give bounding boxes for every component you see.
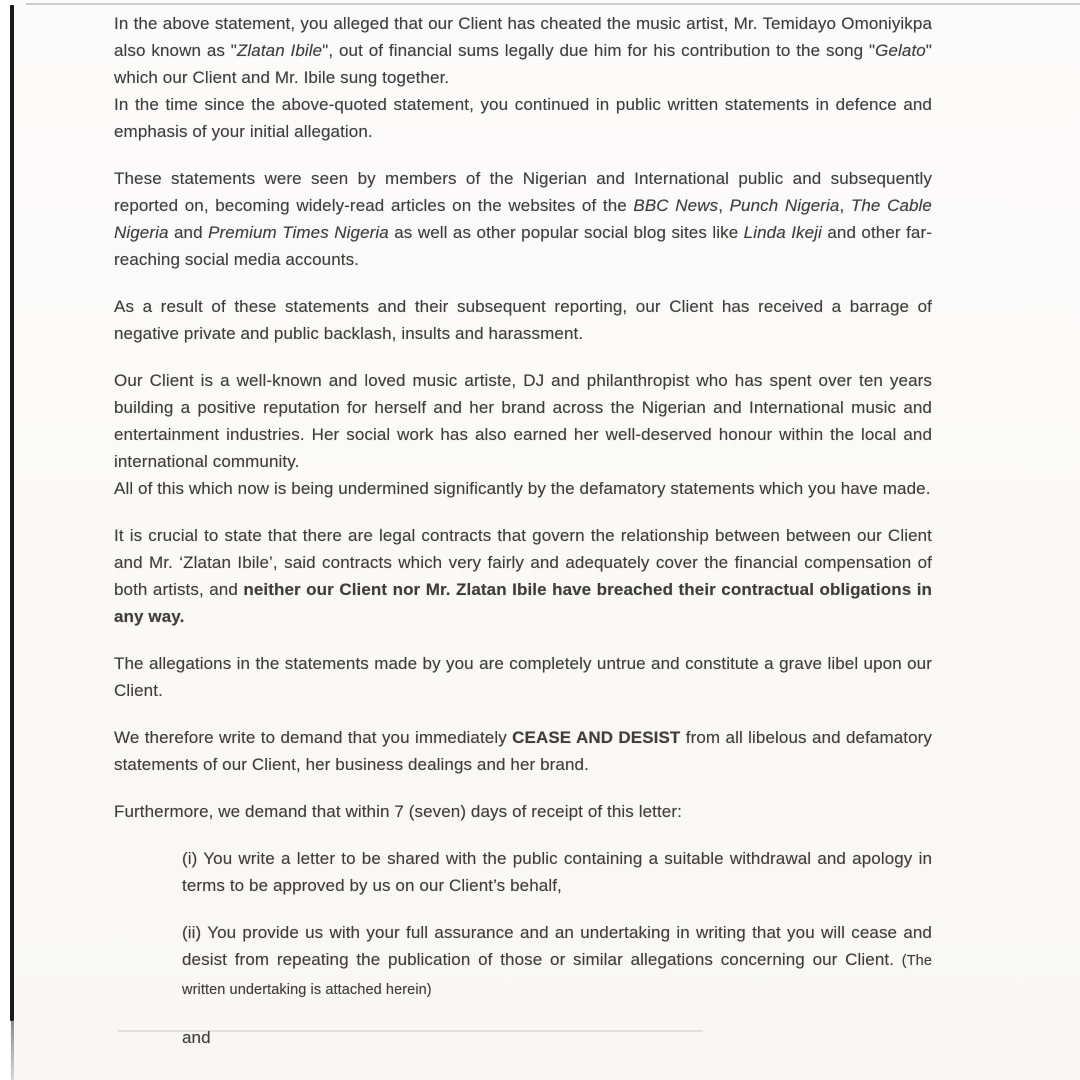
text-run-normal: and xyxy=(182,1028,211,1047)
text-run-normal: " which our Client and Mr. Ibile sung together. xyxy=(114,41,932,87)
text-run-bold: CEASE AND DESIST xyxy=(512,728,681,747)
text-run-normal: , xyxy=(718,196,730,215)
text-run-italic: Punch Nigeria xyxy=(729,196,840,215)
text-run-normal: as well as other popular social blog sites like xyxy=(388,223,744,242)
text-run-italic: The Cable Nigeria xyxy=(114,196,932,242)
text-run-italic: Linda Ikeji xyxy=(743,223,822,242)
text-run-normal: We therefore write to demand that you immediately xyxy=(114,728,513,747)
paragraph-1 xyxy=(114,10,932,91)
paragraph-10 xyxy=(114,798,932,825)
text-run-normal: All of this which now is being undermined significantly by the defamatory statements which you have made. xyxy=(114,479,931,498)
paragraph-9 xyxy=(114,724,932,778)
text-run-bold: neither our Client nor Mr. Zlatan Ibile have breached their contractual obligations in any way. xyxy=(114,580,933,626)
page-left-border-line xyxy=(10,5,14,1021)
letter-body xyxy=(114,10,932,1051)
text-run-normal: As a result of these statements and their subsequent reporting, our Client has received a barrage of negative private and public backlash, insults and harassment. xyxy=(114,297,932,343)
paragraph-4 xyxy=(114,293,932,347)
text-run-normal: and other far-reaching social media accounts. xyxy=(114,223,932,269)
text-run-normal: from all libelous and defamatory statements of our Client, her business dealings and her brand. xyxy=(114,728,933,774)
text-run-normal: (i) You write a letter to be shared with the public containing a suitable withdrawal and apology in terms to be approved by us on our Client’s behalf, xyxy=(182,849,932,895)
page-left-border-fade xyxy=(11,1021,14,1080)
paragraph-8 xyxy=(114,650,932,704)
text-run-normal: and xyxy=(168,223,209,242)
text-run-normal: These statements were seen by members of the Nigerian and International public and subsequently reported on, becoming widely-read articles on the websites of the xyxy=(114,169,932,215)
text-run-normal: , xyxy=(839,196,851,215)
text-run-italic: Zlatan Ibile xyxy=(236,41,323,60)
text-run-normal: ", out of financial sums legally due him for his contribution to the song " xyxy=(322,41,876,60)
paragraph-5 xyxy=(114,367,932,475)
paragraph-12 xyxy=(182,919,932,1004)
paragraph-13 xyxy=(182,1024,932,1051)
text-run-normal: It is crucial to state that there are legal contracts that govern the relationship between between our Client and Mr. ‘Zlatan Ibile’, said contracts which very fairly and adequately cover the financial compensation of both artists, and xyxy=(114,526,932,599)
paragraph-3 xyxy=(114,165,932,273)
text-run-italic: Gelato xyxy=(875,41,926,60)
paragraph-11 xyxy=(182,845,932,899)
text-run-small: (The written undertaking is attached herein) xyxy=(182,953,932,998)
paragraph-2 xyxy=(114,91,932,145)
text-run-normal: In the time since the above-quoted statement, you continued in public written statements in defence and emphasis of your initial allegation. xyxy=(114,95,932,141)
text-run-normal: The allegations in the statements made by you are completely untrue and constitute a grave libel upon our Client. xyxy=(114,654,932,700)
text-run-italic: BBC News xyxy=(633,196,719,215)
text-run-normal: In the above statement, you alleged that our Client has cheated the music artist, Mr. Temidayo Omoniyikpa also known as " xyxy=(114,14,932,60)
text-run-normal: (ii) You provide us with your full assurance and an undertaking in writing that you will cease and desist from repeating the publication of those or similar allegations concerning our Client. xyxy=(182,923,932,969)
scan-left-margin-strip xyxy=(0,0,10,1080)
page-top-edge-line xyxy=(26,3,1080,5)
text-run-normal: Our Client is a well-known and loved music artiste, DJ and philanthropist who has spent over ten years building a positive reputation for herself and her brand across the Nigerian and International music and entertainment industries. Her social work has also earned her well-deserved honour within the local and international community. xyxy=(114,371,932,471)
paragraph-6 xyxy=(114,475,932,502)
paragraph-7 xyxy=(114,522,932,630)
text-run-italic: Premium Times Nigeria xyxy=(208,223,389,242)
text-run-normal: Furthermore, we demand that within 7 (seven) days of receipt of this letter: xyxy=(114,802,682,821)
